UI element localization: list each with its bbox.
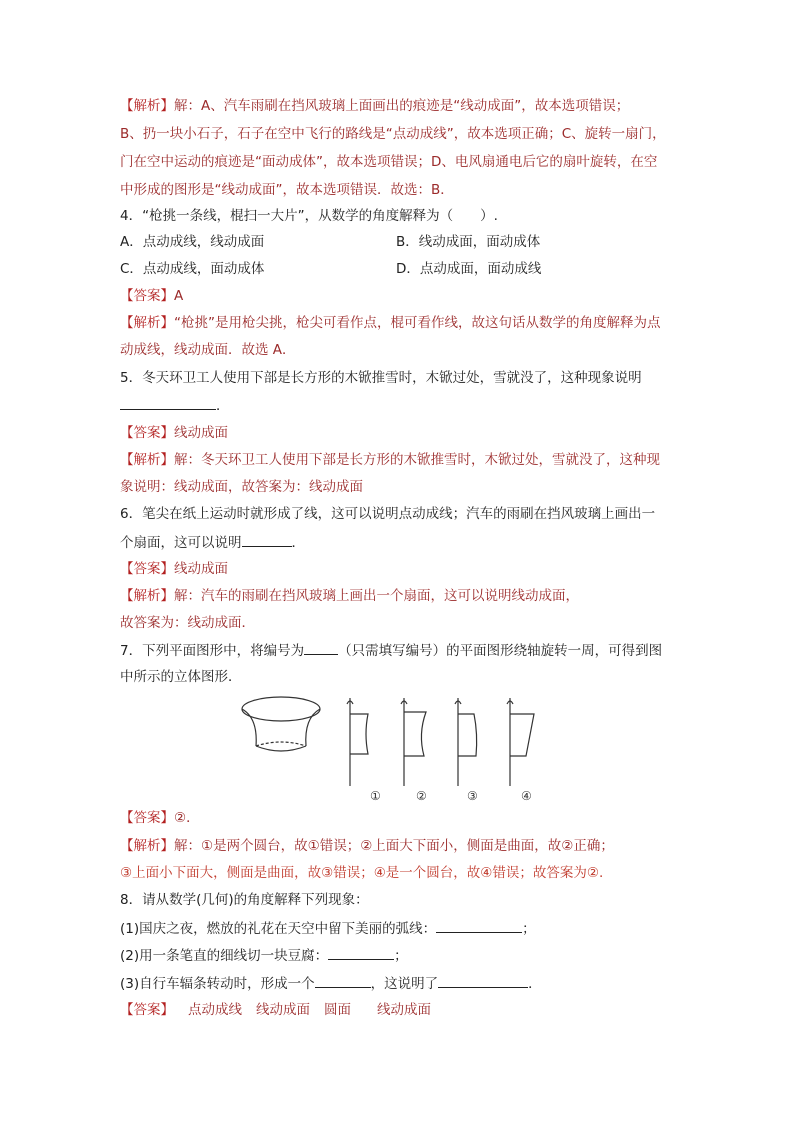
answer-blank bbox=[242, 532, 292, 547]
fig-label-2: ② bbox=[416, 789, 427, 803]
q6-explanation-line1 bbox=[120, 586, 579, 606]
plane-figure-4 bbox=[507, 698, 534, 786]
q7-explanation-line2: ③上面小下面大，侧面是曲面，故③错误；④是一个圆台，故④错误；故答案为②. bbox=[120, 865, 604, 881]
fig-label-4: ④ bbox=[521, 789, 532, 803]
fig-label-1: ① bbox=[370, 789, 381, 803]
explanation-q3-line1 bbox=[120, 96, 629, 116]
explanation-q3-line2: B、扔一块小石子，石子在空中飞行的路线是“点动成线”，故本选项正确；C、旋转一扇门， bbox=[120, 126, 666, 142]
explanation-text: 解：冬天环卫工人使用下部是长方形的木锨推雪时，木锨过处，雪就没了，这种现 bbox=[174, 452, 660, 468]
answer-tag: 【答案】 bbox=[120, 810, 174, 826]
analysis-tag: 【解析】 bbox=[120, 315, 174, 331]
explanation-text: 解：A、汽车雨刷在挡风玻璃上面画出的痕迹是“线动成面”，故本选项错误； bbox=[174, 98, 630, 114]
answer-text: ②． bbox=[174, 810, 200, 826]
q4-option-c: C．点动成线，面动成体 bbox=[120, 261, 265, 277]
answer-tag: 【答案】 bbox=[120, 1002, 174, 1018]
explanation-text: “枪挑”是用枪尖挑，枪尖可看作点，棍可看作线，故这句话从数学的角度解释为点 bbox=[174, 315, 661, 331]
analysis-tag: 【解析】 bbox=[120, 838, 174, 854]
answer-text-3: 圆面 bbox=[324, 1002, 351, 1018]
analysis-tag: 【解析】 bbox=[120, 588, 174, 604]
plane-figure-3 bbox=[455, 698, 477, 786]
question-6-line1: 6．笔尖在纸上运动时就形成了线，这可以说明点动成线；汽车的雨刷在挡风玻璃上画出一 bbox=[120, 506, 656, 522]
answer-blank bbox=[304, 640, 338, 655]
answer-text: 线动成面 bbox=[174, 561, 228, 577]
q5-explanation-line1 bbox=[120, 450, 660, 470]
question-7-line2: 中所示的立体图形． bbox=[120, 669, 242, 685]
answer-text: A bbox=[174, 288, 184, 304]
plane-figure-2 bbox=[401, 698, 426, 786]
question-7-line1: 7．下列平面图形中，将编号为 （只需填写编号）的平面图形绕轴旋转一周，可得到图 bbox=[120, 640, 662, 661]
q5-explanation-line2: 象说明：线动成面，故答案为：线动成面 bbox=[120, 479, 363, 495]
q4-explanation-line1 bbox=[120, 313, 661, 333]
question-6-line2: 个扇面，这可以说明 ． bbox=[120, 532, 305, 553]
answer-blank bbox=[315, 973, 371, 988]
q8-part-1: (1)国庆之夜，燃放的礼花在天空中留下美丽的弧线： ； bbox=[120, 918, 536, 939]
answer-blank bbox=[120, 395, 216, 410]
q8-answer bbox=[120, 1000, 431, 1020]
analysis-tag: 【解析】 bbox=[120, 98, 174, 114]
question-5: 5．冬天环卫工人使用下部是长方形的木锨推雪时，木锨过处，雪就没了，这种现象说明 bbox=[120, 370, 642, 386]
question-4: 4．“枪挑一条线，棍扫一大片”，从数学的角度解释为（ ）. bbox=[120, 208, 498, 224]
answer-blank bbox=[436, 918, 522, 933]
answer-tag: 【答案】 bbox=[120, 425, 174, 441]
answer-tag: 【答案】 bbox=[120, 561, 174, 577]
q7-answer bbox=[120, 808, 200, 828]
question-8: 8．请从数学(几何)的角度解释下列现象： bbox=[120, 892, 369, 908]
q4-option-a: A．点动成线，线动成面 bbox=[120, 234, 265, 250]
q7-explanation-line1 bbox=[120, 836, 614, 856]
answer-text-2: 线动成面 bbox=[256, 1002, 310, 1018]
answer-text-4: 线动成面 bbox=[377, 1002, 431, 1018]
q7-figure bbox=[240, 690, 560, 806]
q4-option-b: B．线动成面，面动成体 bbox=[396, 234, 541, 250]
q4-explanation-line2: 动成线，线动成面．故选 A． bbox=[120, 342, 296, 358]
explanation-q3-line4: 中形成的图形是“线动成面”，故本选项错误．故选：B． bbox=[120, 182, 454, 198]
q5-blank-line: ． bbox=[120, 395, 230, 416]
plane-figure-1 bbox=[347, 698, 368, 786]
q4-option-d: D．点动成面，面动成线 bbox=[396, 261, 542, 277]
explanation-text: 解：汽车的雨刷在挡风玻璃上画出一个扇面，这可以说明线动成面， bbox=[174, 588, 579, 604]
explanation-q3-line3: 门在空中运动的痕迹是“面动成体”，故本选项错误；D、电风扇通电后它的扇叶旋转，在空 bbox=[120, 154, 658, 170]
q4-answer bbox=[120, 286, 183, 306]
answer-blank bbox=[328, 945, 394, 960]
q8-part-3: (3)自行车辐条转动时，形成一个 ，这说明了 ． bbox=[120, 973, 542, 994]
solid-figure bbox=[242, 697, 320, 751]
explanation-text: 解：①是两个圆台，故①错误；②上面大下面小，侧面是曲面，故②正确； bbox=[174, 838, 614, 854]
q8-part-2: (2)用一条笔直的细线切一块豆腐： ； bbox=[120, 945, 408, 966]
answer-text-1: 点动成线 bbox=[188, 1002, 242, 1018]
analysis-tag: 【解析】 bbox=[120, 452, 174, 468]
q6-explanation-line2: 故答案为：线动成面． bbox=[120, 615, 255, 631]
answer-text: 线动成面 bbox=[174, 425, 228, 441]
answer-blank bbox=[438, 973, 528, 988]
fig-label-3: ③ bbox=[467, 789, 478, 803]
q5-answer bbox=[120, 423, 228, 443]
q6-answer bbox=[120, 559, 228, 579]
answer-tag: 【答案】 bbox=[120, 288, 174, 304]
